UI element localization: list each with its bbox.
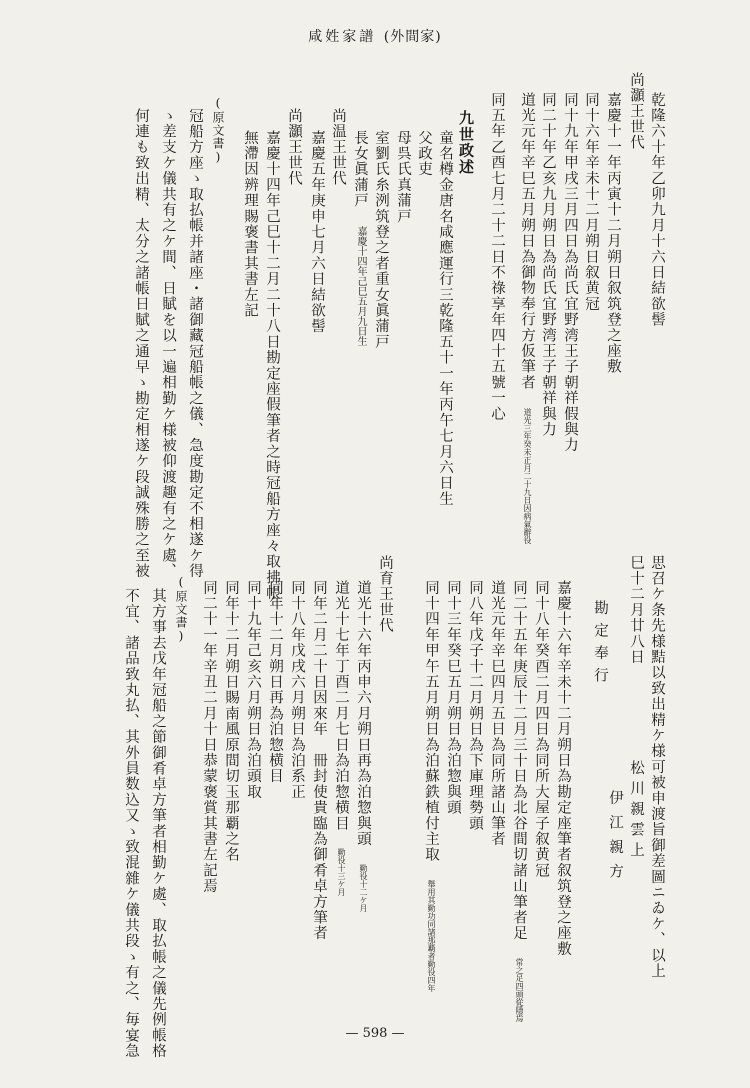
text-line: 道光十七年丁酉二月七日為泊惣横目 [333,580,349,832]
text-column: 乾隆六十年乙卯九月十六日結欲髻 [649,92,665,328]
text-column: 同十九年己亥六月朔日為泊頭取 [245,580,261,800]
text-column: 同年十二月朔日再為泊惣横目 [267,580,283,785]
annotation-note: 道光三年癸未正月二十九日因病氣辭役 [523,407,532,544]
page-number: 598 [362,1026,388,1041]
text-column: 冠船方座ゝ取払帳并諸座・諸御藏冠船帳之儀、急度勘定不相遂ケ得 [187,108,203,579]
text-column: 嘉慶五年庚申七月六日結欲髻 [309,130,325,335]
text-column [520,92,535,544]
page-footer: — 598 — [345,1026,405,1041]
text-column: 嘉慶十六年辛未十二月朔日為勘定座筆者叙筑登之座敷 [555,580,571,957]
text-column: 童名樽金唐名咸應運行三乾隆五十一年丙午七月六日生 [437,130,453,507]
text-line: 道光十六年丙申六月朔日再為泊惣與頭 [355,580,371,847]
annotation-note: 嘉慶十四年己巳五月九日生 [355,225,366,346]
text-line: 道光元年辛巳五月朔日為御物奉行方仮筆者 [519,92,535,391]
source-label: (原文書) [174,575,188,644]
text-column: 同十九年甲戌三月四日為尚氏宜野湾王子朝祥假與力 [562,92,578,454]
office-title: 勘定奉行 [592,600,608,690]
text-line: 長女眞蒲戸 [352,130,368,209]
signatory-name: 松川親雲上 [628,760,644,863]
signatory-name: 伊江親方 [607,790,623,888]
text-column: 其方事去戊年冠船之節御肴卓方筆者相勤ケ處、取払帳之儀先例帳格 [150,588,166,1059]
text-column: 室劉氏糸洌筑登之者重女眞蒲戸 [373,130,389,350]
reign-heading: 尚灝王世代 [628,72,644,151]
text-column [353,130,368,346]
text-column: 何連も致出精、太分之諸帳日賦之通早ゝ勘定相遂ケ段誠殊勝之至被 [133,108,149,579]
text-column: 同年二月二十日因來年 冊封使貴臨為御肴卓方筆者 [311,580,327,942]
text-column [512,580,527,1022]
header-title: 咸姓家譜 [308,29,377,45]
text-column: 同十八年戊戌六月朔日為泊系正 [289,580,305,800]
generation-heading: 九世政述 [457,110,475,175]
text-column: 同十六年辛未十二月朔日叙黄冠 [583,92,599,312]
text-column: 不宜、諸品致丸払、其外員数込又ゝ致混雜ケ儀共段ゝ有之、毎宴急 [123,588,139,1059]
text-column: 嘉慶十一年丙寅十二月朔日叙筑登之座敷 [605,92,621,375]
running-header [0,26,750,46]
text-column: 同十八年癸酉二月四日為同所大屋子叙黄冠 [533,580,549,879]
text-line: 同二十五年庚辰十二月三十日為北谷間切諸山筆者足 [511,580,527,942]
annotation-note: 舉用其勤功同諸那覇者勤役四年 [427,879,436,992]
text-column: 同八年戊子十二月朔日為下庫理勢頭 [467,580,483,832]
text-column: 同五年乙酉七月二十二日不祿享年四十五號一心 [489,92,505,422]
text-column: 同二十年乙亥九月朔日為尚氏宜野湾王子朝祥與力 [540,92,556,438]
text-column: 嘉慶十四年己巳十二月二十八日勘定座假筆者之時冠船方座々取拂帳 [264,130,280,601]
header-subtitle: (外間家) [383,29,442,45]
annotation-note: 常之足四頭從隱焉 [515,958,524,1023]
text-column: ゝ差支ケ儀共有之ケ間、日賦を以一遍相勤ケ様被仰渡趣有之ケ處、 [160,108,176,579]
text-column [424,580,439,992]
text-column: 道光元年辛巳四月五日為同所諸山筆者 [489,580,505,847]
source-label: (原文書) [211,96,225,165]
text-column: 同二十一年辛丑二月十日恭蒙褒賞其書左記焉 [201,580,217,894]
text-column: 無滯因辨理賜褒書其書左記 [242,130,258,319]
annotation-note: 勤役十三ケ月 [337,848,346,897]
text-column: 同年十二月朔日賜南風原間切玉那覇之名 [223,580,239,863]
reign-heading: 尚灝王世代 [286,108,302,187]
annotation-note: 勤役十二ケ月 [359,864,368,913]
text-column [356,580,371,912]
text-line: 同十四年甲午五月朔日為泊蘇鉄植付主取 [423,580,439,863]
text-column: 思召ケ条先様黠以致出精ケ様可被申渡旨御差圖ニゐケ、以上 [649,555,665,979]
reign-heading: 尚温王世代 [330,108,346,187]
text-column: 同十三年癸巳五月朔日為泊惣與頭 [445,580,461,816]
text-column [334,580,349,896]
date-line: 巳十二月廿八日 [628,555,644,665]
text-column: 母呉氏真蒲戸 [395,130,411,225]
text-column: 父政吏 [416,130,432,178]
reign-heading: 尚育王世代 [377,555,393,634]
